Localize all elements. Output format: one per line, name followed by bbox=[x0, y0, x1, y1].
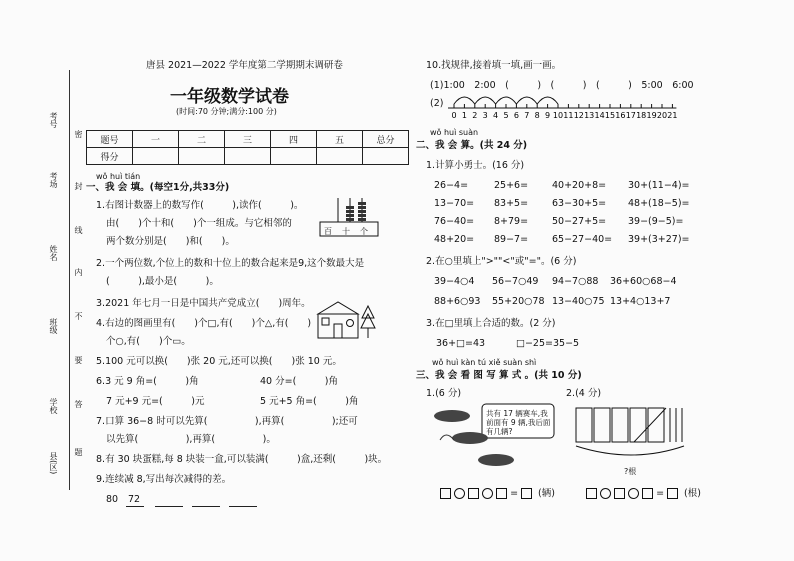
seal-ti: 题 bbox=[74, 448, 83, 456]
compare-item: 55+20○78 bbox=[492, 296, 545, 307]
score-cell[interactable] bbox=[363, 148, 409, 165]
q1-line1: 1.右图计数器上的数写作( ),读作( )。 bbox=[96, 200, 304, 211]
fill-b: □−25=35−5 bbox=[516, 338, 580, 349]
q1-line3: 两个数分别是( )和( )。 bbox=[106, 236, 235, 247]
banji-label: 班级 bbox=[49, 318, 58, 334]
house-picture bbox=[316, 296, 380, 340]
score-header-cell: 四 bbox=[271, 131, 317, 148]
jump-arc bbox=[496, 97, 517, 104]
seal-da: 答 bbox=[74, 400, 83, 408]
q9-title: 9.连续减 8,写出每次减得的差。 bbox=[96, 474, 232, 485]
q10-row1: (1)1:00 2:00 ( ) ( ) ( ) 5:00 6:00 bbox=[430, 80, 694, 91]
compare-item: 36+60○68−4 bbox=[610, 276, 677, 287]
score-table bbox=[86, 130, 409, 165]
q3: 3.2021 年七月一日是中国共产党成立( )周年。 bbox=[96, 298, 311, 309]
section1-pinyin: wǒ huì tián bbox=[96, 172, 141, 181]
eq1-boxes: = bbox=[440, 488, 532, 500]
score-cell[interactable] bbox=[225, 148, 271, 165]
number-line-label: 6 bbox=[513, 111, 519, 120]
score-cell[interactable] bbox=[271, 148, 317, 165]
q10-row2-label: (2) bbox=[430, 98, 444, 109]
jump-arc bbox=[454, 97, 475, 104]
seal-yao: 要 bbox=[74, 356, 83, 364]
number-line-label: 14 bbox=[594, 111, 605, 120]
calc-item: 13−70= bbox=[434, 198, 475, 209]
score-header-cell: 总分 bbox=[363, 131, 409, 148]
number-line-label: 12 bbox=[573, 111, 584, 120]
number-line-label: 7 bbox=[524, 111, 530, 120]
exam-name: 唐县 2021—2022 学年度第二学期期末调研卷 bbox=[146, 60, 343, 71]
score-header-cell: 三 bbox=[225, 131, 271, 148]
q6-b: 40 分=( )角 bbox=[260, 376, 338, 387]
q6-d: 5 元+5 角=( )角 bbox=[260, 396, 359, 407]
fill-a: 36+□=43 bbox=[436, 338, 486, 349]
compare-item: 56−7○49 bbox=[492, 276, 539, 287]
pic-q1: 1.(6 分) bbox=[426, 388, 462, 399]
compare-item: 94−7○88 bbox=[552, 276, 599, 287]
number-line bbox=[440, 88, 686, 124]
root-label: ?根 bbox=[624, 467, 637, 476]
seal-xian: 线 bbox=[74, 226, 83, 234]
score-cell[interactable] bbox=[133, 148, 179, 165]
number-line-label: 0 bbox=[451, 111, 457, 120]
calc-title: 1.计算小勇士。(16 分) bbox=[426, 160, 525, 171]
calc-item: 63−30+5= bbox=[552, 198, 607, 209]
q2-line1: 2.一个两位数,个位上的数和十位上的数合起来是9,这个数最大是 bbox=[96, 258, 365, 269]
binding-line bbox=[69, 70, 70, 490]
number-line-label: 2 bbox=[472, 111, 478, 120]
score-cell[interactable] bbox=[317, 148, 363, 165]
calc-item: 89−7= bbox=[494, 234, 529, 245]
section2-pinyin: wǒ huì suàn bbox=[430, 128, 479, 137]
page-title: 一年级数学试卷 bbox=[170, 87, 289, 107]
kaochang-label: 考场 bbox=[49, 172, 58, 188]
q5: 5.100 元可以换( )张 20 元,还可以换( )张 10 元。 bbox=[96, 356, 342, 367]
number-line-label: 9 bbox=[545, 111, 551, 120]
eq2-unit: (根) bbox=[684, 488, 701, 499]
q2-line2: ( ),最小是( )。 bbox=[106, 276, 219, 287]
q9-start: 80 bbox=[106, 494, 119, 505]
q4-line1: 4.右边的图画里有( )个□,有( )个△,有( ) bbox=[96, 318, 312, 329]
number-line-label: 17 bbox=[625, 111, 636, 120]
seal-bu: 不 bbox=[74, 312, 83, 320]
q9-next: 72 bbox=[128, 494, 141, 505]
calc-item: 39−(9−5)= bbox=[628, 216, 684, 227]
q1-line2: 由( )个十和( )个一组成。与它相邻的 bbox=[106, 218, 292, 229]
number-line-label: 4 bbox=[493, 111, 499, 120]
compare-item: 13+4○13+7 bbox=[610, 296, 671, 307]
q8: 8.有 30 块蛋糕,每 8 块装一盒,可以装满( )盒,还剩( )块。 bbox=[96, 454, 388, 465]
section3-title: 三、我 会 看 图 写 算 式 。(共 10 分) bbox=[416, 370, 582, 381]
q4-line2: 个○,有( )个▭。 bbox=[106, 336, 191, 347]
calc-item: 30+(11−4)= bbox=[628, 180, 690, 191]
number-line-label: 11 bbox=[563, 111, 574, 120]
xian-label: 县(区) bbox=[49, 452, 58, 475]
jump-arc bbox=[537, 97, 558, 104]
seal-mi: 密 bbox=[74, 130, 83, 138]
number-line-label: 1 bbox=[461, 111, 467, 120]
calc-item: 48+20= bbox=[434, 234, 475, 245]
q6-a: 6.3 元 9 角=( )角 bbox=[96, 376, 199, 387]
calc-item: 83+5= bbox=[494, 198, 529, 209]
sticks-picture bbox=[572, 402, 702, 466]
number-line-label: 16 bbox=[615, 111, 626, 120]
q6-c: 7 元+9 元=( )元 bbox=[106, 396, 205, 407]
compare-title: 2.在○里填上">""<"或"="。(6 分) bbox=[426, 256, 577, 267]
score-header-cell: 五 bbox=[317, 131, 363, 148]
q7-line2: 以先算( ),再算( )。 bbox=[106, 434, 276, 445]
section3-pinyin: wǒ huì kàn tú xiě suàn shì bbox=[432, 358, 537, 367]
calc-item: 40+20+8= bbox=[552, 180, 607, 191]
number-line-label: 13 bbox=[584, 111, 595, 120]
seal-nei: 内 bbox=[74, 268, 83, 276]
fill-title: 3.在□里填上合适的数。(2 分) bbox=[426, 318, 556, 329]
jump-arc bbox=[516, 97, 537, 104]
kaohao-label: 考号 bbox=[49, 112, 58, 128]
number-line-label: 5 bbox=[503, 111, 509, 120]
compare-item: 88+6○93 bbox=[434, 296, 481, 307]
number-line-label: 10 bbox=[552, 111, 564, 120]
score-row-label: 得分 bbox=[87, 148, 133, 165]
calc-item: 26−4= bbox=[434, 180, 469, 191]
eq1-unit: (辆) bbox=[538, 488, 555, 499]
calc-item: 50−27+5= bbox=[552, 216, 607, 227]
calc-item: 8+79= bbox=[494, 216, 529, 227]
number-line-label: 21 bbox=[667, 111, 678, 120]
jump-arc bbox=[475, 97, 496, 104]
score-cell[interactable] bbox=[179, 148, 225, 165]
q10-title: 10.找规律,接着填一填,画一画。 bbox=[426, 60, 562, 71]
abacus-hundreds: 百 bbox=[324, 227, 332, 236]
number-line-label: 20 bbox=[656, 111, 668, 120]
calc-item: 25+6= bbox=[494, 180, 529, 191]
calc-item: 76−40= bbox=[434, 216, 475, 227]
pic-q2: 2.(4 分) bbox=[566, 388, 602, 399]
calc-item: 48+(18−5)= bbox=[628, 198, 690, 209]
eq2-boxes: = bbox=[586, 488, 678, 500]
section1-title: 一、我 会 填。(每空1分,共33分) bbox=[86, 182, 230, 193]
compare-item: 39−4○4 bbox=[434, 276, 475, 287]
xingming-label: 姓名 bbox=[49, 245, 58, 261]
number-line-label: 8 bbox=[534, 111, 540, 120]
time-info: (时间:70 分钟;满分:100 分) bbox=[176, 107, 277, 116]
abacus-tens: 十 bbox=[342, 227, 350, 236]
number-line-label: 19 bbox=[646, 111, 657, 120]
xuexiao-label: 学校 bbox=[49, 398, 58, 414]
section2-title: 二、我 会 算。(共 24 分) bbox=[416, 140, 528, 151]
calc-item: 65−27−40= bbox=[552, 234, 613, 245]
number-line-label: 3 bbox=[482, 111, 488, 120]
speech-bubble-text: 共有 17 辆赛车,我前面有 9 辆,我后面有几辆? bbox=[486, 409, 551, 436]
q7-line1: 7.口算 36−8 时可以先算( ),再算( );还可 bbox=[96, 416, 358, 427]
score-header-cell: 二 bbox=[179, 131, 225, 148]
score-header-cell: 一 bbox=[133, 131, 179, 148]
calc-item: 39+(3+27)= bbox=[628, 234, 690, 245]
abacus-ones: 个 bbox=[360, 227, 368, 236]
score-header-cell: 题号 bbox=[87, 131, 133, 148]
number-line-label: 18 bbox=[636, 111, 647, 120]
seal-feng: 封 bbox=[74, 182, 83, 190]
compare-item: 13−40○75 bbox=[552, 296, 605, 307]
number-line-label: 15 bbox=[604, 111, 616, 120]
